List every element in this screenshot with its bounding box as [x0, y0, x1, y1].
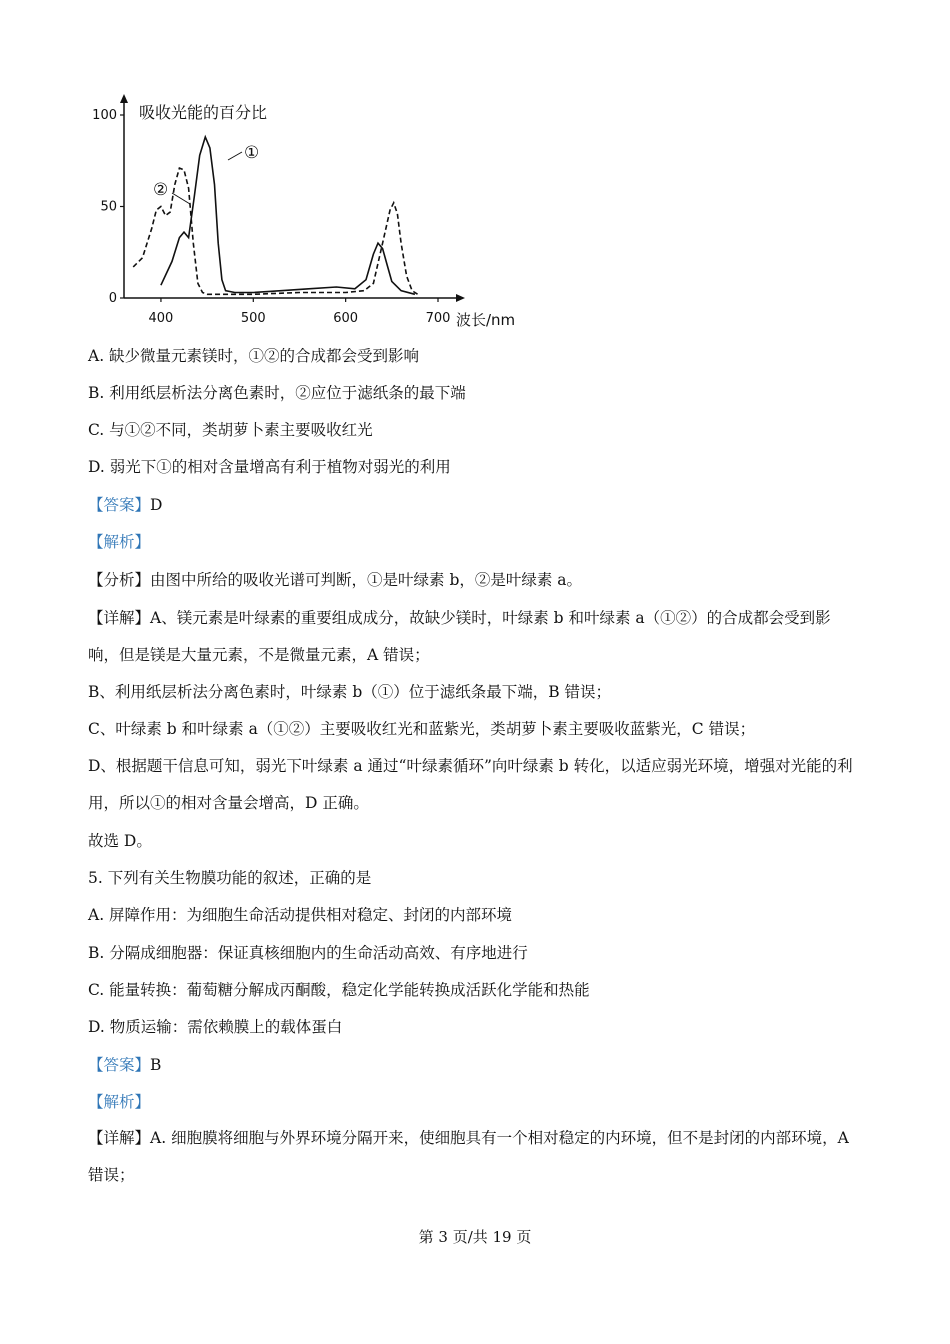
answer-tag: 【答案】 — [88, 496, 151, 514]
x-tick-label: 400 — [148, 311, 174, 326]
detail-a-text: A、镁元素是叶绿素的重要组成成分，故缺少镁时，叶绿素 b 和叶绿素 a（①②）的合成都会受到影响，但是镁是大量元素，不是微量元素，A 错误； — [88, 609, 831, 664]
series-line-1 — [161, 137, 415, 294]
q4-analysis — [88, 570, 582, 590]
q4-detail-d: D、根据题干信息可知，弱光下叶绿素 a 通过“叶绿素循环”向叶绿素 b 转化，以适应弱光环境，增强对光能的利用，所以①的相对含量会增高，D 正确。 — [88, 757, 853, 812]
q4-jiexi-tag: 【解析】 — [88, 533, 151, 551]
q4-detail-c: C、叶绿素 b 和叶绿素 a（①②）主要吸收红光和蓝紫光，类胡萝卜素主要吸收蓝紫光，C 错误； — [88, 720, 756, 738]
q4-detail-b: B、利用纸层析法分离色素时，叶绿素 b（①）位于滤纸条最下端，B 错误； — [88, 683, 612, 701]
x-axis-arrow — [456, 294, 465, 302]
q4-option-d: D. 弱光下①的相对含量增高有利于植物对弱光的利用 — [88, 458, 451, 476]
series-2-callout-line — [172, 193, 190, 204]
chart-title: 吸收光能的百分比 — [139, 103, 268, 122]
x-tick-label: 500 — [240, 311, 266, 326]
q5-option-d: D. 物质运输：需依赖膜上的载体蛋白 — [88, 1018, 343, 1036]
x-axis-label: 波长/nm — [456, 311, 516, 329]
absorption-spectrum-chart — [80, 90, 530, 335]
q5-stem: 5. 下列有关生物膜功能的叙述，正确的是 — [88, 869, 372, 887]
page-footer: 第 3 页/共 19 页 — [418, 1228, 532, 1246]
detail-tag: 【详解】 — [88, 1129, 151, 1147]
y-tick-label: 0 — [108, 291, 117, 306]
answer-value: B — [150, 1056, 162, 1074]
q4-answer — [88, 495, 162, 515]
x-tick-label: 700 — [425, 311, 451, 326]
analysis-text: 由图中所给的吸收光谱可判断，①是叶绿素 b，②是叶绿素 a。 — [150, 571, 583, 589]
q4-detail-a — [88, 600, 858, 674]
q4-option-b: B. 利用纸层析法分离色素时，②应位于滤纸条的最下端 — [88, 384, 466, 402]
q5-answer — [88, 1055, 161, 1075]
detail-tag: 【详解】 — [88, 609, 151, 627]
q5-detail-a — [88, 1120, 858, 1194]
series-1-label: ① — [244, 143, 260, 163]
series-2-label: ② — [153, 180, 169, 200]
y-axis-arrow — [120, 94, 128, 103]
analysis-tag: 【分析】 — [88, 571, 151, 589]
q5-option-c: C. 能量转换：葡萄糖分解成丙酮酸，稳定化学能转换成活跃化学能和热能 — [88, 981, 590, 999]
answer-value: D — [150, 496, 163, 514]
q4-choose: 故选 D。 — [88, 832, 152, 850]
q5-option-b: B. 分隔成细胞器：保证真核细胞内的生命活动高效、有序地进行 — [88, 944, 528, 962]
detail-a-text: A. 细胞膜将细胞与外界环境分隔开来，使细胞具有一个相对稳定的内环境，但不是封闭的内部环境，A 错误； — [88, 1129, 849, 1184]
series-1-callout-line — [228, 152, 242, 160]
q5-jiexi-tag: 【解析】 — [88, 1093, 151, 1111]
q4-option-a: A. 缺少微量元素镁时，①②的合成都会受到影响 — [88, 347, 420, 365]
answer-tag: 【答案】 — [88, 1056, 151, 1074]
x-tick-label: 600 — [333, 311, 359, 326]
q5-option-a: A. 屏障作用：为细胞生命活动提供相对稳定、封闭的内部环境 — [88, 906, 513, 924]
y-tick-label: 50 — [100, 199, 117, 215]
q4-option-c: C. 与①②不同，类胡萝卜素主要吸收红光 — [88, 421, 373, 439]
series-line-2 — [133, 168, 418, 294]
y-tick-label: 100 — [92, 108, 117, 123]
